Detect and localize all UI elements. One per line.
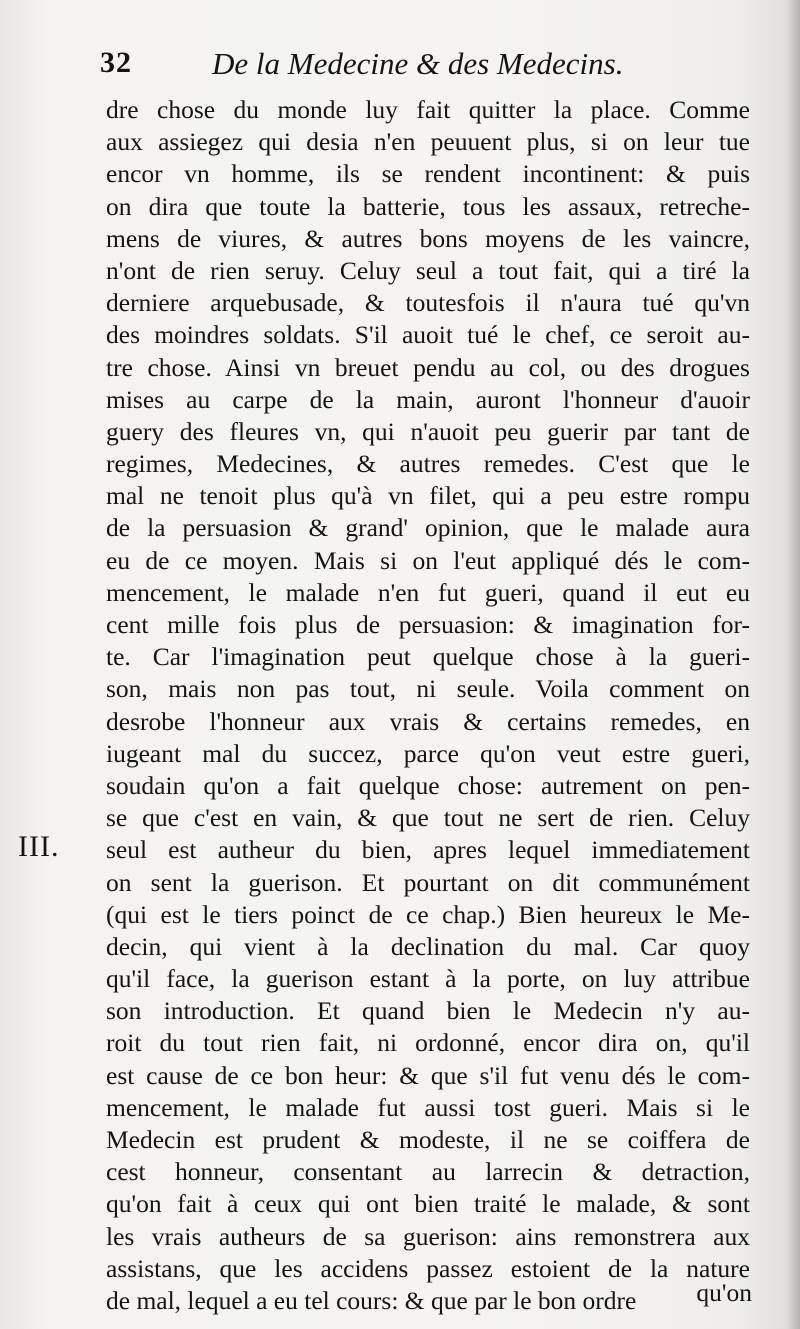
text-line: mens de viures, & autres bons moyens de les vaincre, — [106, 223, 750, 253]
text-line: qu'on fait à ceux qui ont bien traité le malade, & sont — [106, 1189, 750, 1219]
text-line: derniere arquebusade, & toutesfois il n'aura tué qu'vn — [106, 288, 750, 318]
text-line: de mal, lequel a eu tel cours: & que par le bon ordre — [106, 1285, 637, 1315]
text-line: on dira que toute la batterie, tous les assaux, retreche- — [106, 191, 750, 221]
text-line: (qui est le tiers poinct de ce chap.) Bien heureux le Me- — [106, 899, 750, 929]
text-line: cent mille fois plus de persuasion: & imagination for- — [106, 610, 750, 639]
text-line: decin, qui vient à la declination du mal. Car quoy — [106, 931, 750, 961]
text-line: desrobe l'honneur aux vrais & certains remedes, en — [106, 706, 750, 736]
text-line: des moindres soldats. S'il auoit tué le chef, ce seroit au- — [106, 320, 750, 350]
text-line: roit du tout rien fait, ni ordonné, encor dira on, qu'il — [106, 1028, 750, 1058]
text-line: n'ont de rien seruy. Celuy seul a tout fait, qui a tiré la — [106, 255, 750, 285]
text-line: Medecin est prudent & modeste, il ne se coiffera de — [106, 1125, 750, 1154]
text-line: son, mais non pas tout, ni seule. Voila comment on — [106, 674, 750, 704]
text-line: de la persuasion & grand' opinion, que le malade aura — [106, 513, 750, 543]
text-line: encor vn homme, ils se rendent incontinent: & puis — [106, 159, 750, 189]
text-line: on sent la guerison. Et pourtant on dit communément — [106, 867, 750, 897]
text-line: qu'il face, la guerison estant à la porte, on luy attribue — [106, 964, 750, 994]
marginal-note: III. — [18, 830, 60, 863]
text-line: son introduction. Et quand bien le Medecin n'y au- — [106, 996, 750, 1026]
text-line: seul est autheur du bien, apres lequel immediatement — [106, 835, 750, 865]
text-line: dre chose du monde luy fait quitter la place. Comme — [106, 95, 750, 124]
running-title: De la Medecine & des Medecins. — [212, 46, 624, 81]
body-text — [106, 94, 750, 1317]
text-line: mencement, le malade n'en fut gueri, quand il eut eu — [106, 577, 750, 607]
text-line: tre chose. Ainsi vn breuet pendu au col, ou des drogues — [106, 352, 750, 382]
text-line: regimes, Medecines, & autres remedes. C'est que le — [106, 449, 750, 479]
text-line: aux assiegez qui desia n'en peuuent plus, si on leur tue — [106, 127, 750, 157]
catchword: qu'on — [696, 1278, 752, 1307]
text-line: est cause de ce bon heur: & que s'il fut venu dés le com- — [106, 1060, 750, 1090]
page-number: 32 — [100, 46, 132, 79]
text-line: te. Car l'imagination peut quelque chose à la gueri- — [106, 642, 750, 672]
text-line: mencement, le malade fut aussi tost gueri. Mais si le — [106, 1092, 750, 1122]
text-line: se que c'est en vain, & que tout ne sert de rien. Celuy — [106, 803, 750, 833]
text-line: cest honneur, consentant au larrecin & detraction, — [106, 1157, 750, 1187]
text-line: eu de ce moyen. Mais si on l'eut appliqué dés le com- — [106, 545, 750, 575]
text-line: mal ne tenoit plus qu'à vn filet, qui a peu estre rompu — [106, 481, 750, 511]
text-line: soudain qu'on a fait quelque chose: autrement on pen- — [106, 770, 750, 800]
text-line: les vrais autheurs de sa guerison: ains remonstrera aux — [106, 1221, 750, 1251]
text-line: iugeant mal du succez, parce qu'on veut estre gueri, — [106, 738, 750, 768]
text-line: assistans, que les accidens passez estoient de la nature — [106, 1253, 750, 1283]
text-line: guery des fleures vn, qui n'auoit peu guerir par tant de — [106, 416, 750, 446]
page-edge-shadow — [786, 0, 800, 1329]
text-line: mises au carpe de la main, auront l'honneur d'auoir — [106, 384, 750, 414]
page-header — [100, 46, 740, 86]
